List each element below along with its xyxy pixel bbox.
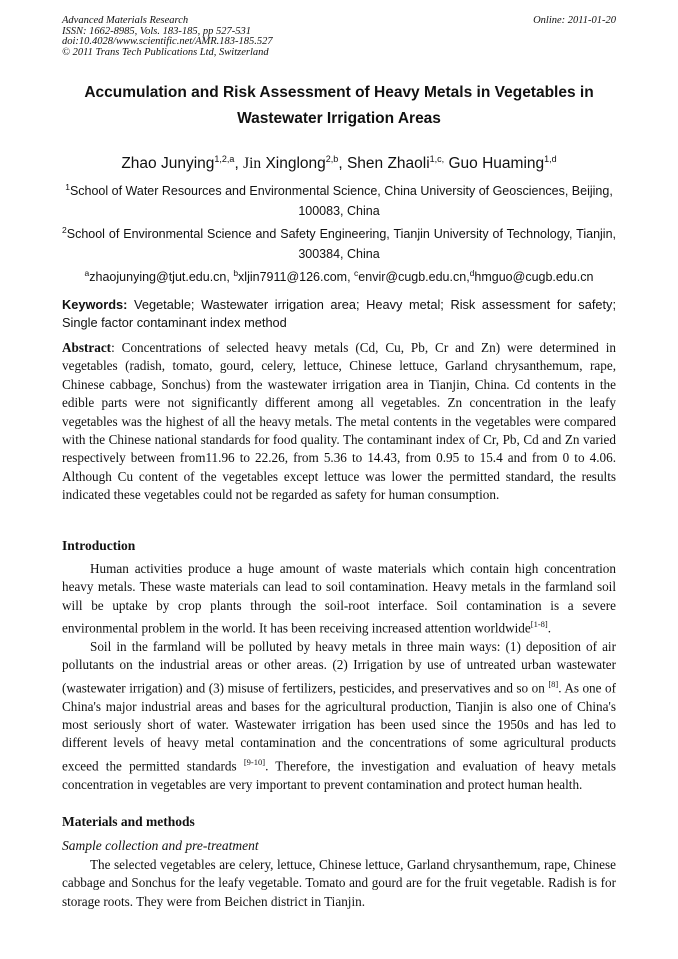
affiliation-2 <box>62 221 616 264</box>
methods-subheading: Sample collection and pre-treatment <box>62 838 259 853</box>
paragraph-text: Soil in the farmland will be polluted by heavy metals in three main ways: (1) deposition of air pollutants on the industrial areas or other areas. (2) Irrigation by use of untreated urban wastewater (wastewater irrigation) and (3) misuse of fertilizers, pesticides, and preservatives and so on <box>62 639 616 696</box>
affiliations <box>62 178 616 288</box>
email-address: zhaojunying@tjut.edu.cn, <box>89 270 234 285</box>
author-name: Shen Zhaoli <box>346 155 430 173</box>
affiliation-text: School of Water Resources and Environmental Science, China University of Geosciences, Beijing, 100083, China <box>69 184 613 218</box>
email-mark: c <box>354 268 359 279</box>
author-name-part: Jin <box>243 155 262 173</box>
email-mark: b <box>233 268 239 279</box>
keywords-text: Vegetable; Wastewater irrigation area; Heavy metal; Risk assessment for safety; Single factor contaminant index method <box>62 297 616 330</box>
author-affiliation-mark: 1,d <box>544 154 557 164</box>
author-name-part: Xinglong <box>261 155 326 173</box>
paragraph <box>62 638 616 794</box>
author-name: Guo Huaming <box>448 155 545 173</box>
methods-heading: Materials and methods <box>62 814 195 829</box>
paragraph-text: . As one of China's major industrial areas and bases for the agricultural production, Tianjin is also one of China's most seriously short of water. Wastewater irrigation has been used since the 1950s and has led to different levels of heavy metal contamination and the concentrations of some agricultural products exceed the permitted standards <box>62 680 616 774</box>
introduction-heading: Introduction <box>62 538 136 553</box>
issn-line: ISSN: 1662-8985, Vols. 183-185, pp 527-531 <box>62 25 251 37</box>
citation: [1-8] <box>530 619 548 630</box>
introduction-body <box>62 560 616 794</box>
methods-body <box>62 856 616 911</box>
email-line <box>62 264 616 288</box>
author-affiliation-mark: 1,c, <box>429 154 445 164</box>
journal-header <box>62 16 616 58</box>
paragraph-text: . Therefore, the investigation and evaluation of heavy metals concentration in vegetables are very important to prevent contamination and protect human health. <box>62 758 616 792</box>
affiliation-1 <box>62 178 616 221</box>
citation: [9-10] <box>243 756 266 767</box>
email-address: xljin7911@126.com, <box>238 270 355 285</box>
email-address: envir@cugb.edu.cn, <box>358 270 470 285</box>
author-name: Zhao Junying <box>121 155 215 173</box>
paragraph-text: Human activities produce a huge amount of waste materials which contain high concentration heavy metals. These waste materials can lead to soil contamination. Heavy metals in the farmland soil will be uptake by crop plants through the soil-root interface. Soil contamination is a severe environmental problem in the world. It has been receiving increased attention worldwide <box>62 561 616 636</box>
abstract-label: Abstract <box>62 340 112 355</box>
abstract-block <box>62 339 616 505</box>
keywords-label: Keywords: <box>62 297 128 312</box>
author-list: Zhao Junying$^{1,2,a}$, Jin Xinglong$^{2,b}$, Shen Zhaoli$^{1,c,}$ Guo Huaming$^{1,d}$ <box>121 154 557 173</box>
copyright-line: © 2011 Trans Tech Publications Ltd, Switzerland <box>62 46 269 58</box>
paper-title: Accumulation and Risk Assessment of Heavy Metals in Vegetables in Wastewater Irrigation Areas <box>84 84 594 127</box>
journal-name: Advanced Materials Research <box>62 15 189 26</box>
affiliation-mark: 1 <box>65 182 70 192</box>
affiliation-text: School of Environmental Science and Safety Engineering, Tianjin University of Technology, Tianjin, 300384, China <box>66 227 616 261</box>
email-mark: d <box>469 268 475 279</box>
author-affiliation-mark: 1,2,a <box>214 154 235 164</box>
citation: [8] <box>548 678 559 689</box>
paragraph-text: . <box>547 620 552 636</box>
online-date: Online: 2011-01-20 <box>533 15 616 26</box>
email-address: hmguo@cugb.edu.cn <box>474 270 594 285</box>
paragraph <box>62 560 616 638</box>
affiliation-mark: 2 <box>62 225 67 236</box>
email-mark: a <box>84 268 90 279</box>
paragraph: The selected vegetables are celery, lettuce, Chinese lettuce, Garland chrysanthemum, rape, Chinese cabbage and Sonchus for the leafy vegetable. Tomato and gourd are for the fruit vegetable. Radish is for storage roots. They were from Beichen district in Tianjin. <box>62 857 616 909</box>
keywords-block <box>62 296 616 332</box>
abstract-text: : Concentrations of selected heavy metals (Cd, Cu, Pb, Cr and Zn) were determined in vegetables (radish, tomato, gourd, celery, lettuce, Chinese lettuce, Garland chrysanthemum, rape, Chinese cabbage, Sonchus) from the wastewater irrigation area in Tianjin, China. Cd contents in the edible parts were not significantly different among all vegetables. Zn concentration in the leafy vegetables was the highest of all the heavy metals. The metal contents in the vegetables were compared with the Chinese national standards for food quality. The contaminant index of Cr, Pb, Cd and Zn varied respectively between from11.96 to 22.26, from 5.36 to 14.43, from 0.95 to 15.4 and from 0 to 4.06. Although Cu content of the vegetables except lettuce was lower the permitted standard, the results indicated these vegetables could not be regarded as safety for human consumption. <box>62 340 616 503</box>
author-affiliation-mark: 2,b <box>325 154 339 164</box>
doi-line: doi:10.4028/www.scientific.net/AMR.183-185.527 <box>62 36 273 47</box>
